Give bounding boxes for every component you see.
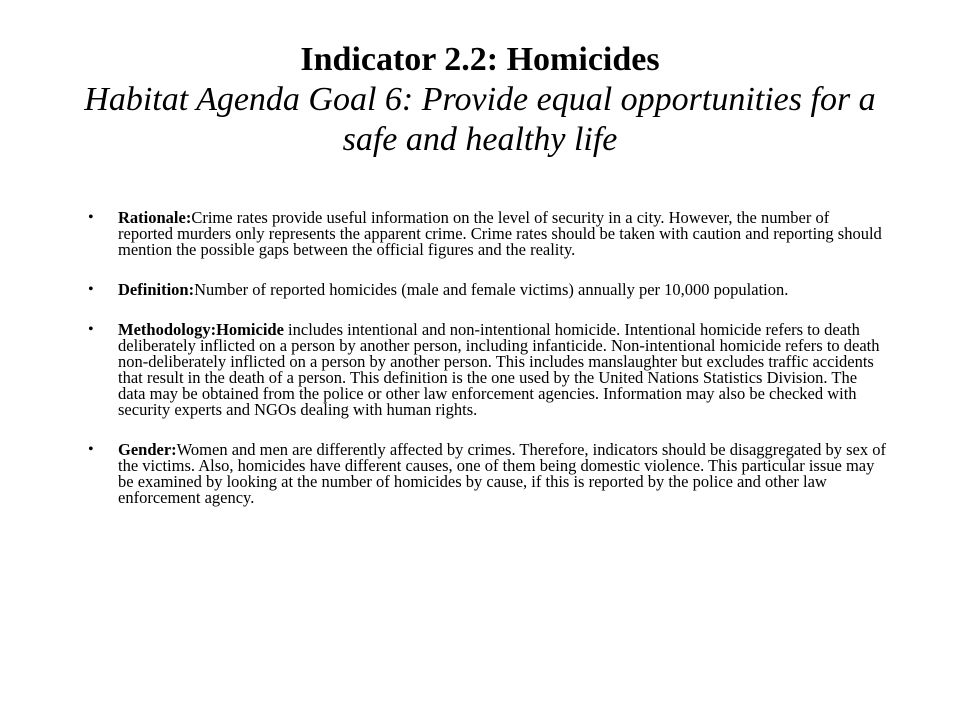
bullet-gender (88, 442, 888, 506)
bullet-rationale (88, 210, 888, 258)
bullet-term: Definition: (118, 280, 195, 299)
bullet-marker: • (88, 281, 94, 298)
bullet-text: Women and men are differently affected by crimes. Therefore, indicators should be disaggregated by sex of the victims. Also, homicides have different causes, one of them being domestic violence. This particular issue may be examined by looking at the number of homicides by cause, if this is reported by the police and other law enforcement agency. (118, 440, 886, 507)
bullet-text: Crime rates provide useful information on the level of security in a city. However, the number of reported murders only represents the apparent crime. Crime rates should be taken with caution and reporting should mention the possible gaps between the official figures and the reality. (118, 208, 882, 259)
bullet-term: Rationale: (118, 208, 192, 227)
bullet-list (88, 210, 888, 530)
bullet-definition (88, 282, 888, 298)
bullet-marker: • (88, 441, 94, 458)
bullet-marker: • (88, 321, 94, 338)
bullet-text: includes intentional and non-intentional homicide. Intentional homicide refers to death deliberately inflicted on a person by another person, including infanticide. Non-intentional homicide refers to death non-deliberately inflicted on a person by another person. This includes manslaughter but excludes traffic accidents that result in the death of a person. This definition is the one used by the United Nations Statistics Division. The data may be obtained from the police or other law enforcement agencies. Information may also be checked with security experts and NGOs dealing with human rights. (118, 320, 880, 419)
bullet-term: Gender: (118, 440, 177, 459)
bullet-lead: Homicide (216, 320, 284, 339)
bullet-text: Number of reported homicides (male and female victims) annually per 10,000 population. (194, 280, 789, 299)
bullet-term: Methodology: (118, 320, 217, 339)
bullet-marker: • (88, 209, 94, 226)
bullet-methodology (88, 322, 888, 418)
slide-subtitle: Habitat Agenda Goal 6: Provide equal opportunities for a safe and healthy life (84, 81, 876, 158)
slide-title: Indicator 2.2: Homicides (300, 41, 660, 78)
slide-title-block (60, 40, 900, 160)
